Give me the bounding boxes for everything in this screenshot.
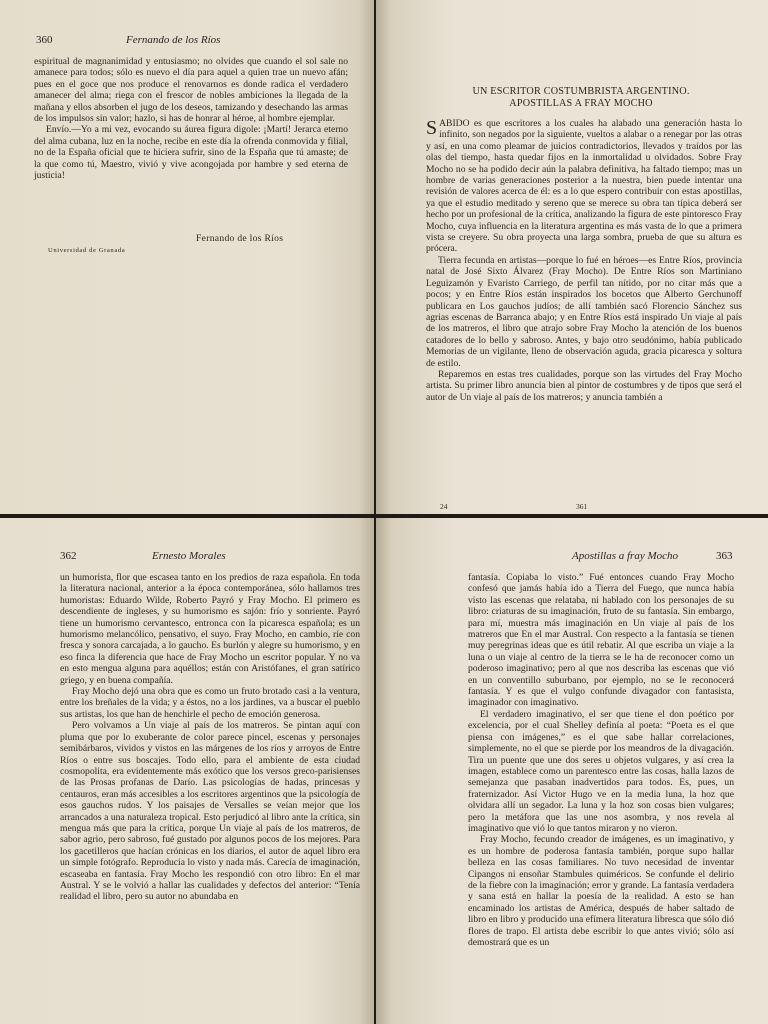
page-number-363: 363 (716, 550, 733, 562)
page-number-362: 362 (60, 550, 77, 562)
signature-mark: 24 (440, 502, 448, 511)
paragraph: Fray Mocho dejó una obra que es como un fruto brotado casi a la ventura, entre los breñales de la vida; y a éstos, no a los jardines, va a buscar el pueblo sus artistas, los que han de henchirle el pecho de emoción generosa. (60, 686, 360, 720)
paragraph: Tierra fecunda en artistas—porque lo fué en héroes—es Entre Ríos, provincia natal de José Sixto Álvarez (Fray Mocho). De Entre Ríos son Martiniano Leguizamón y Evaristo Carriego, de perfil tan nítido, por no citar más que a pocos; y en Entre Ríos están inspirados los bocetos que Alberto Gerchunoff publicara en Los gauchos judíos; de allí también sacó Florencio Sánchez sus agrias escenas de Barranca abajo; y en Entre Ríos está inspirado Un viaje al país de los matreros, el libro que atrajo sobre Fray Mocho la atención de los buenos catadores de lo bello y sabroso. Antes, y bajo otro seudónimo, había publicado Memorias de un vigilante, lleno de observación aguda, gracia picaresca y soltura de estilo. (426, 254, 742, 369)
text-block-360 (34, 56, 348, 181)
paragraph: fantasía. Copiaba lo visto.” Fué entonces cuando Fray Mocho confesó que jamás había ido a Tierra del Fuego, que nunca había visto las escenas que relataba, ni hablado con los personajes de su libro: criaturas de su imaginación, fruto de su fantasía. Sin embargo, para mí, muestra más imaginación en Un viaje al país de los matreros que En el mar Austral. Con respecto a la fantasía se tienen muy peregrinas ideas que es útil rebatir. Al que escriba un viaje a la luna o un viaje al centro de la tierra se le ha de reconocer como un poderoso imaginativo; pero al que nos describa las escenas que vió en un conventillo suburbano, por ejemplo, no se le reconocerá fantasía. Y es que el vulgo confunde divagador con fantasista, imaginador con imaginativo. (468, 572, 734, 709)
paragraph: SABIDO es que escritores a los cuales ha alabado una generación hasta lo infinito, son negados por la siguiente, vueltos a alabar o a renegar por las otras y así, en una como pleamar de juicios contradictorios, llevados y traídos por las olas del tiempo, hasta quedar fijos en la inmortalidad u olvidados. Sobre Fray Mocho no se ha podido decir aún la palabra definitiva, ha faltado tiempo; mas un hombre de varias generaciones posterior a la nuestra, bien puede intentar una revisión de valores acerca de él: es a lo que espero contribuir con estas apostillas, ya que el estudio meditado y sereno que se merece su obra tan típica deberá ser hecho por un profesional de la crítica, analizando la figura de este pintoresco Fray Mocho, cuya influencia en la literatura argentina es más vasta de lo que a primera vista se creyere. Su obra proyecta una larga sombra, prueba de que su altura es prócera. (426, 117, 742, 255)
running-head-title-363: Apostillas a fray Mocho (572, 550, 679, 562)
paragraph: Fray Mocho, fecundo creador de imágenes, es un imaginativo, y es un hombre de poderosa fantasía también, porque supo hallar belleza en las cosas familiares. No tuvo necesidad de inventar Cipangos ni ensoñar Stambules quiméricos. Se confunde el delirio de la fiebre con la imaginación; error y grande. La fantasía verdadera y sana está en hallar la poesía de la realidad. A esto se han encaminado los artistas de América, después de haber saltado de libro en libro y producido una efímera literatura libresca que sólo dió flores de trapo. El artista debe escribir lo que antes vivió; sólo así demostrará que es un (468, 834, 734, 948)
page-360 (0, 0, 374, 514)
page-362 (0, 518, 374, 1024)
text-block-361 (426, 118, 742, 403)
page-363 (376, 518, 768, 1024)
paragraph: un humorista, flor que escasea tanto en los predios de raza española. En toda la literatura nacional, anterior a la época contemporánea, sólo hallamos tres humoristas: Eduardo Wilde, Roberto Payró y Fray Mocho. El primero es descendiente de ingleses, y su humorismo es sajón: frío y sonriente. Payró tiene un humorismo cervantesco, entronca con la picaresca española; es un humorismo melancólico, pensativo, el suyo. Fray Mocho, en cambio, ríe con fresca y sonora carcajada, a lo gaucho. Es burlón y alegre su humorismo, y en eso finca la diferencia que hace de Fray Mocho un escritor popular. Y no va en esto mengua alguna para aquéllos; están con Aristófanes, el gran satírico griego, y en buena compañía. (60, 572, 360, 686)
author-signature: Fernando de los Ríos (196, 233, 284, 244)
chapter-title (416, 86, 746, 110)
paragraph: Envío.—Yo a mi vez, evocando su áurea figura digole: ¡Martí! Jerarca eterno del alma cubana, luz en la noche, recibe en este día la ofrenda conmovida y filial, no de la España oficial que te hiciera sufrir, sino de la España que tú amaste; de la que como tú, Maestro, vivió y vive acongojada por hambre y sed eterna de justicia! (34, 124, 348, 182)
page-number-361: 361 (576, 502, 588, 511)
chapter-title-line-1: UN ESCRITOR COSTUMBRISTA ARGENTINO. (472, 86, 690, 97)
paragraph: Pero volvamos a Un viaje al país de los matreros. Se pintan aquí con pluma que por lo exuberante de color parece pincel, escenas y personajes semibárbaros, vividos y vistos en las márgenes de los ríos y arroyos de Entre Ríos o entre sus boscajes. Todo ello, para el ambiente de esta ciudad cosmopolita, era evidentemente más exótico que los versos greco-parisienses de las Prosas profanas de Darío. Las psicologías de hadas, princesas y centauros, eran más accesibles a los escritores argentinos que la psicología de esos gauchos rudos. Y los paisajes de Versalles se veían mejor que los arrancados a una naturaleza tropical. Esto perjudicó al libro ante la crítica, sin mengua más que para la crítica, porque Un viaje al país de los matreros, de sabor agrio, pero sabroso, fué gustado por algunos pocos de los mejores. Para los gacetilleros que hacían crónicas en los diarios, el autor de aquel libro era un simple fotógrafo. Reproducía lo visto y nada más. Carecía de imaginación, escaseaba en fantasía. Fray Mocho les respondió con otro libro: En el mar Austral. Y se le volvió a hallar las cualidades y defectos del anterior: “Tenía realidad el libro, pero su autor no abundaba en (60, 720, 360, 903)
running-head-title-362: Ernesto Morales (152, 550, 226, 562)
paragraph: espiritual de magnanimidad y entusiasmo; no olvides que cuando el sol sale no amanece para todos; sólo es nuevo el día para aquel a quien trae un nuevo afán; pues en el goce que nos produce el renovarnos es donde radica el verdadero amanecer del alma; riega con el frescor de nobles ambiciones la llegada de la mañana y ellos absorben el jugo de los deseos, tamizando y desechando las armas de los impulsos sin valor; hazlo, si has de honrar al héroe, al hombre ejemplar. (34, 56, 348, 125)
affiliation: Universidad de Granada (48, 247, 126, 254)
text-block-363 (468, 572, 734, 948)
paragraph: Reparemos en estas tres cualidades, porque son las virtudes del Fray Mocho artista. Su primer libro anuncia bien al pintor de costumbres y de tipos que será el autor de Un viaje al país de los matreros; y anuncia también a (426, 368, 742, 403)
page-number-360: 360 (36, 34, 53, 46)
chapter-title-line-2: APOSTILLAS A FRAY MOCHO (509, 98, 653, 109)
paragraph: El verdadero imaginativo, el ser que tiene el don poético por excelencia, por el cual Shelley definía al poeta: “Poeta es el que piensa con imágenes,” es el que sabe hallar correlaciones, simplemente, no el que se pierde por los meandros de la divagación. Tira un puente que une dos seres u objetos vulgares, y así crea la imagen, establece como un parentesco entre las cosas, halla lazos de semejanza que pasaban inadvertidos para todos. Es, pues, un fraternizador. Así Victor Hugo ve en la media luna, la hoz que olvidara allí un segador. La luna y la hoz son cosas bien vulgares; pero la metáfora que las une nos asombra, y nos revela al imaginativo que vió lo que tantos miraron y no vieron. (468, 708, 734, 834)
text-block-362 (60, 572, 360, 903)
page-361 (376, 0, 768, 514)
running-head-title-360: Fernando de los Ríos (126, 34, 221, 46)
drop-cap: S (426, 117, 438, 139)
